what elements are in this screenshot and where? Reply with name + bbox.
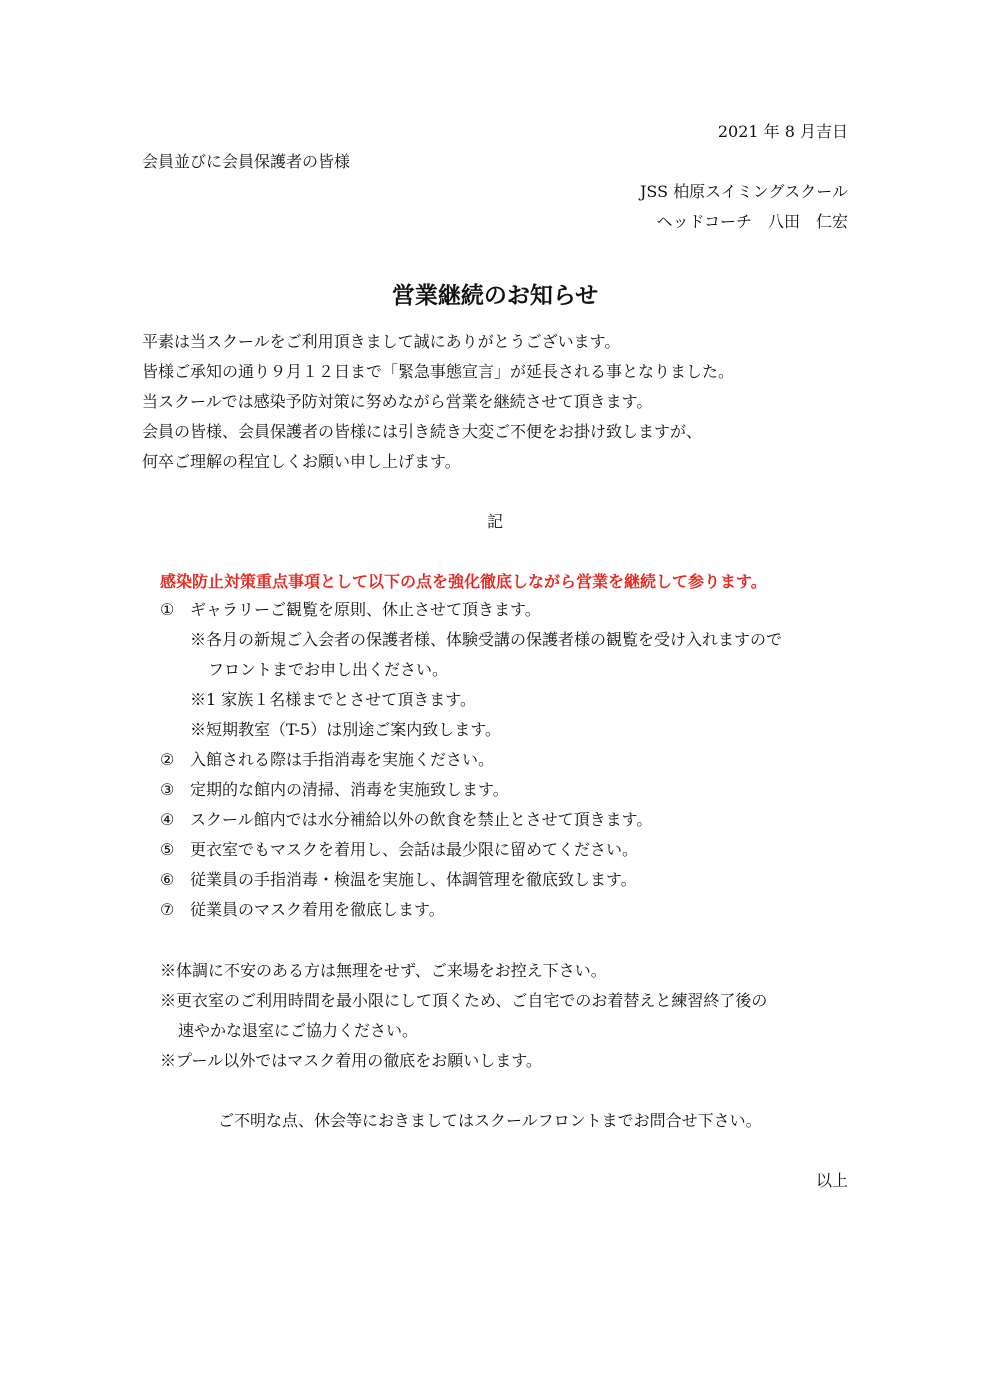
measure-item (160, 780, 509, 800)
measure-item (160, 840, 638, 860)
measure-number: ⑥ (160, 870, 175, 889)
ijou-marker: 以上 (815, 1171, 848, 1190)
sender-organization: JSS 柏原スイミングスクール (639, 182, 848, 201)
measure-number: ③ (160, 780, 175, 799)
sender-person: ヘッドコーチ 八田 仁宏 (656, 212, 848, 231)
measure-item (160, 870, 637, 890)
body-line: 会員の皆様、会員保護者の皆様には引き続き大変ご不便をお掛け致しますが、 (142, 422, 703, 441)
document-date: 2021 年 8 月吉日 (717, 122, 848, 141)
measure-note: ※1 家族１名様までとさせて頂きます。 (190, 690, 476, 709)
body-line: 皆様ご承知の通り９月１２日まで「緊急事態宣言」が延長される事となりました。 (142, 362, 735, 381)
measure-text: スクール館内では水分補給以外の飲食を禁止とさせて頂きます。 (190, 810, 653, 829)
measure-number: ⑦ (160, 900, 175, 919)
measure-item (160, 810, 652, 830)
measure-item (160, 900, 445, 920)
measure-text: ギャラリーご観覧を原則、休止させて頂きます。 (190, 600, 541, 619)
closing-line: ご不明な点、休会等におきましてはスクールフロントまでお問合せ下さい。 (218, 1111, 762, 1130)
measure-text: 従業員のマスク着用を徹底します。 (190, 900, 445, 919)
measure-number: ④ (160, 810, 175, 829)
measure-number: ① (160, 600, 175, 619)
ki-marker: 記 (486, 512, 503, 531)
measure-number: ⑤ (160, 840, 175, 859)
note-line: ※体調に不安のある方は無理をせず、ご来場をお控え下さい。 (160, 961, 607, 980)
measure-note: ※各月の新規ご入会者の保護者様、体験受講の保護者様の観覧を受け入れますので (190, 630, 783, 649)
recipient-line: 会員並びに会員保護者の皆様 (142, 152, 351, 171)
body-line: 平素は当スクールをご利用頂きまして誠にありがとうございます。 (142, 332, 621, 351)
note-line: 速やかな退室にご協力ください。 (178, 1021, 419, 1040)
measure-item (160, 750, 494, 770)
measure-note: フロントまでお申し出ください。 (208, 660, 449, 679)
note-line: ※更衣室のご利用時間を最小限にして頂くため、ご自宅でのお着替えと練習終了後の (160, 991, 768, 1010)
body-line: 当スクールでは感染予防対策に努めながら営業を継続させて頂きます。 (142, 392, 653, 411)
measure-text: 従業員の手指消毒・検温を実施し、体調管理を徹底致します。 (190, 870, 637, 889)
measure-text: 定期的な館内の清掃、消毒を実施致します。 (190, 780, 509, 799)
document-title: 営業継続のお知らせ (391, 283, 599, 309)
measure-note: ※短期教室（T-5）は別途ご案内致します。 (190, 720, 501, 739)
measure-item (160, 600, 541, 620)
body-line: 何卒ご理解の程宜しくお願い申し上げます。 (142, 452, 461, 471)
measure-text: 入館される際は手指消毒を実施ください。 (190, 750, 495, 769)
measure-number: ② (160, 750, 175, 769)
note-line: ※プール以外ではマスク着用の徹底をお願いします。 (160, 1051, 542, 1070)
measure-text: 更衣室でもマスクを着用し、会話は最少限に留めてください。 (190, 840, 639, 859)
measures-heading: 感染防止対策重点事項として以下の点を強化徹底しながら営業を継続して参ります。 (160, 572, 767, 591)
